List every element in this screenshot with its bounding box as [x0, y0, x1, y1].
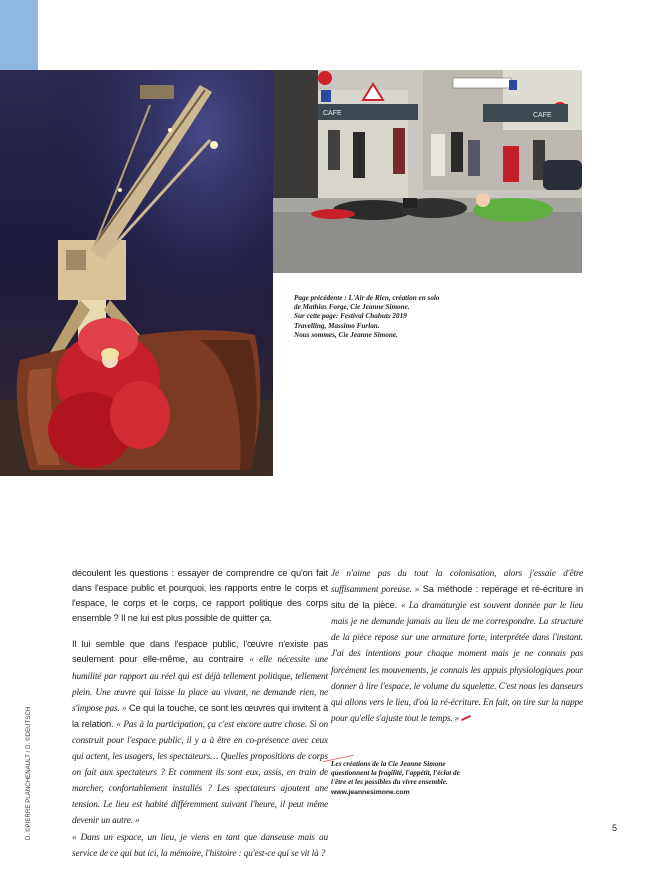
- caption-line: Travelling, Massimo Furlan.: [294, 321, 380, 330]
- caption-line: l'être et les possibles du vivre ensemble.: [331, 778, 448, 787]
- paragraph: [72, 637, 328, 861]
- photo-caption: [294, 294, 464, 340]
- caption-line: Sur cette page: Festival Chahuts 2019: [294, 312, 407, 321]
- paragraph-text: Sa méthode : repérage et ré-écriture in situ de la pièce.: [331, 584, 583, 611]
- page-number: 5: [612, 823, 618, 833]
- caption-line: Page précédente : L'Air de Rien, création en solo: [294, 294, 440, 302]
- photo-credit: D. ©PIERRE PLANCHENAULT / D. ©DEUTSCH: [26, 706, 32, 840]
- cafe-sign-left: CAFE: [323, 110, 342, 117]
- bottom-caption: [331, 760, 531, 797]
- paragraph: [331, 566, 583, 727]
- paragraph-text: Il lui semble que dans l'espace public, l'œuvre n'existe pas seulement pour elle-même, au contraire: [72, 639, 328, 665]
- quote-text: « elle nécessite une humilité par rapport au réel qui est déjà tellement politique, tellement plein. Une œuvre qui laisse la place au vivant, ne demande rien, ne s'impose pas. »: [72, 655, 328, 714]
- quote-text: « La dramaturgie est souvent donnée par le lieu mais je ne demande jamais au lieu de me correspondre. La structure de la pièce repose sur une armature forte, interprétée dans l'instant. J'ai des intentions pour chaque moment mais je ne connais pas forcément les mouvements, je connais les appuis physiologiques pour donner à lire l'espace, le volume du squelette. C'est nous les danseurs qui allons vers le lieu, d'où la ré-écriture. En fait, on tire sur la nappe pour qu'elle s'ajuste tout le temps. »: [331, 601, 583, 724]
- night-crane-performer-photo: [0, 70, 273, 476]
- end-mark-icon: [461, 715, 471, 721]
- accent-tab: [0, 0, 38, 70]
- cafe-sign-right: CAFE: [533, 112, 552, 119]
- caption-line: de Mathias Forge, Cie Jeanne Simone.: [294, 303, 410, 312]
- paragraph-text: Ce qui la touche, ce sont les œuvres qui invitent à la relation.: [72, 702, 328, 729]
- text-column-right: [331, 566, 583, 738]
- paragraph: découlent les questions : essayer de comprendre ce qu'on fait dans l'espace public et pourquoi, les rapports entre le corps et l'espace, le corps et le corps, ce rapport politique des corps ensemble ? Il ne lui est plus possible de quitter ça.: [72, 568, 328, 624]
- street-travelling-photo: [273, 70, 582, 273]
- quote-text: Je n'aime pas du tout la colonisation, alors j'essaie d'être suffisamment poreuse. »: [331, 569, 583, 596]
- quote-text: « Pas à la participation, ça c'est encore autre chose. Si on construit pour l'espace public, il y a à être en co-présence avec ceux qui actent, les usagers, les spectateurs… Quelles propositions de corps on fait aux spectateurs ? Et comment ils sont eux, assis, en train de marcher, confortablement installés ? Les spectateurs ajoutent une tension. Le lieu est habité différemment suivant l'heure, il peut même devenir un autre. »: [72, 719, 328, 827]
- caption-line: Les créations de la Cie Jeanne Simone: [331, 760, 446, 768]
- caption-line: questionnent la fragilité, l'appétit, l'éclat de: [331, 769, 460, 778]
- text-column-left: [72, 566, 328, 873]
- caption-line: Nous sommes, Cie Jeanne Simone.: [294, 330, 398, 339]
- website-link[interactable]: www.jeannesimone.com: [331, 788, 410, 796]
- quote-text: « Dans un espace, un lieu, je viens en tant que danseuse mais au service de ce qui bat ici, la mémoire, l'histoire : qu'est-ce qui se vit là ?: [72, 832, 328, 859]
